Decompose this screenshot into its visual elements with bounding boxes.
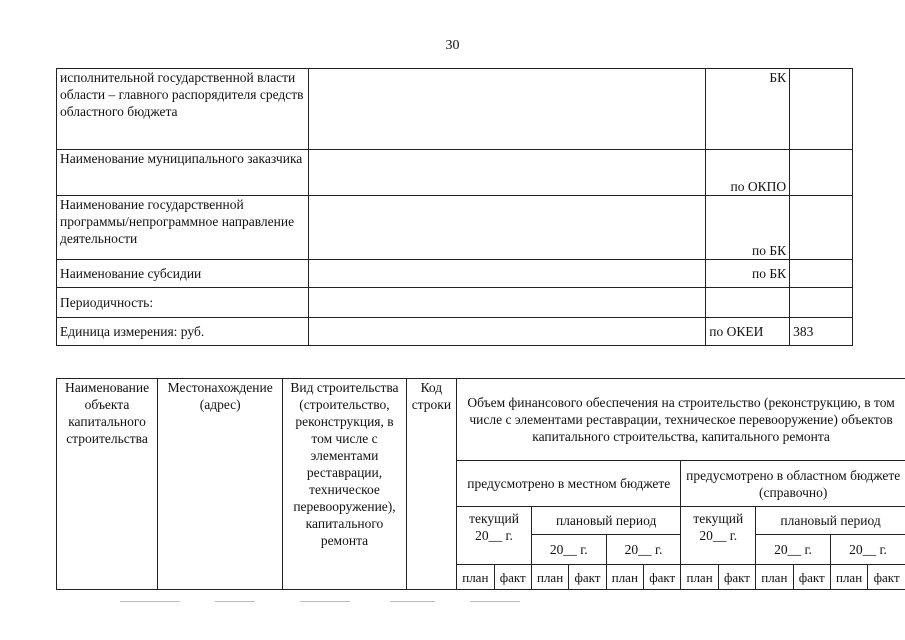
col-code-header: Код строки xyxy=(406,379,457,590)
year2-header: 20__ г. xyxy=(830,535,905,565)
plan-header: план xyxy=(830,565,867,590)
financing-table xyxy=(56,378,905,590)
code-cell xyxy=(706,288,790,318)
scan-artifact-line xyxy=(300,601,350,602)
plan-header: план xyxy=(457,565,494,590)
row-label: исполнительной государственной власти области – главного распорядителя средств областного бюджета xyxy=(57,69,309,150)
col-object-header: Наименование объекта капитального строительства xyxy=(57,379,158,590)
current-label: текущий xyxy=(693,511,744,526)
plan-header: план xyxy=(531,565,568,590)
code-value xyxy=(790,196,853,260)
fact-header: факт xyxy=(569,565,606,590)
plan-header: план xyxy=(756,565,793,590)
page-number: 30 xyxy=(445,38,460,53)
table-row xyxy=(57,260,853,288)
table-row xyxy=(57,318,853,346)
value-cell xyxy=(308,196,706,260)
planned-period-header: плановый период xyxy=(756,507,905,535)
scan-artifact-line xyxy=(470,601,520,602)
fact-header: факт xyxy=(644,565,681,590)
plan-header: план xyxy=(681,565,718,590)
code-value: 383 xyxy=(790,318,853,346)
scan-artifact-line xyxy=(120,601,180,602)
code-cell: по ОКПО xyxy=(706,150,790,196)
row-label: Наименование субсидии xyxy=(57,260,309,288)
fact-header: факт xyxy=(793,565,830,590)
fact-header: факт xyxy=(494,565,531,590)
col-location-header: Местонахождение (адрес) xyxy=(158,379,283,590)
year1-header: 20__ г. xyxy=(756,535,831,565)
row-label: Наименование муниципального заказчика xyxy=(57,150,309,196)
value-cell xyxy=(308,318,706,346)
code-cell: по ОКЕИ xyxy=(706,318,790,346)
local-budget-header: предусмотрено в местном бюджете xyxy=(457,461,681,507)
table-row xyxy=(57,69,853,150)
code-value xyxy=(790,150,853,196)
current-label: текущий xyxy=(469,511,519,526)
table-row xyxy=(57,150,853,196)
table-row xyxy=(57,288,853,318)
year2-header: 20__ г. xyxy=(606,535,681,565)
code-cell: БК xyxy=(706,69,790,150)
code-cell: по БК xyxy=(706,260,790,288)
current-year: 20__ г. xyxy=(475,528,513,543)
fact-header: факт xyxy=(868,565,905,590)
row-label: Наименование государственной программы/непрограммное направление деятельности xyxy=(57,196,309,260)
current-year: 20__ г. xyxy=(699,528,738,543)
value-cell xyxy=(308,288,706,318)
value-cell xyxy=(308,150,706,196)
row-label: Единица измерения: руб. xyxy=(57,318,309,346)
table-row xyxy=(57,196,853,260)
current-year-header xyxy=(681,507,756,565)
plan-header: план xyxy=(606,565,643,590)
code-value xyxy=(790,260,853,288)
fact-header: факт xyxy=(718,565,755,590)
col-volume-header: Объем финансового обеспечения на строительство (реконструкцию, в том числе с элементами реставрации, техническое перевооружение) объектов капитального строительства, капитального ремонта xyxy=(457,379,905,461)
row-label: Периодичность: xyxy=(57,288,309,318)
value-cell xyxy=(308,69,706,150)
planned-period-header: плановый период xyxy=(531,507,681,535)
col-type-header: Вид строительства (строительство, реконструкция, в том числе с элементами реставрации, техническое перевооружение), капитального ремонта xyxy=(283,379,406,590)
header-info-table xyxy=(56,68,853,346)
code-cell: по БК xyxy=(706,196,790,260)
scan-artifact-line xyxy=(215,601,255,602)
value-cell xyxy=(308,260,706,288)
code-value xyxy=(790,288,853,318)
regional-budget-header: предусмотрено в областном бюджете (справочно) xyxy=(681,461,905,507)
code-value xyxy=(790,69,853,150)
current-year-header xyxy=(457,507,532,565)
year1-header: 20__ г. xyxy=(531,535,606,565)
table-row xyxy=(57,379,905,461)
scan-artifact-line xyxy=(390,601,435,602)
